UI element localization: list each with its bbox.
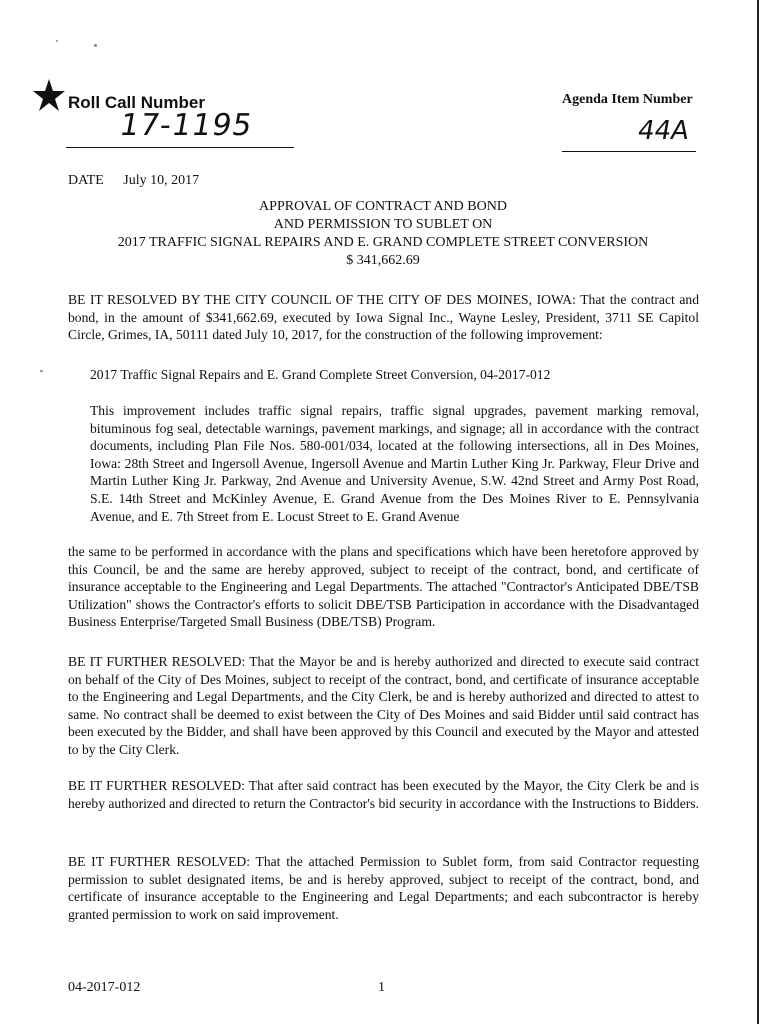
further-resolved-sublet: BE IT FURTHER RESOLVED: That the attached Permission to Sublet form, from said Contractor requesting permission to sublet designated items, be and is hereby approved, subject to receipt of the contract, bond, and certificate of insurance acceptable to the Engineering and Legal Departments; and each subcontractor is hereby granted permission to work on said improvement. (68, 854, 699, 922)
scan-speck (94, 44, 97, 47)
roll-call-label: Roll Call Number (68, 93, 205, 112)
title-amount: $ 341,662.69 (346, 253, 420, 268)
roll-call-underline (66, 147, 294, 148)
footer-project-number: 04-2017-012 (68, 980, 141, 995)
improvement-name: 2017 Traffic Signal Repairs and E. Grand Complete Street Conversion, 04-2017-012 (90, 367, 551, 382)
date-value: July 10, 2017 (123, 173, 200, 188)
approval-paragraph: the same to be performed in accordance with the plans and specifications which have been heretofore approved by this Council, be and the same are hereby approved, subject to receipt of the contract, bond, and certificate of insurance acceptable to the Engineering and Legal Departments. The attached "Contractor's Anticipated DBE/TSB Utilization" shows the Contractor's efforts to solicit DBE/TSB Participation in accordance with the Disadvantaged Business Enterprise/Targeted Small Business (DBE/TSB) Program. (68, 544, 699, 630)
title-line: 2017 TRAFFIC SIGNAL REPAIRS AND E. GRAND COMPLETE STREET CONVERSION (117, 235, 649, 250)
agenda-item-underline (562, 151, 696, 152)
further-resolved-mayor: BE IT FURTHER RESOLVED: That the Mayor be and is hereby authorized and directed to execute said contract on behalf of the City of Des Moines, subject to receipt of the contract, bond, and certificate of insurance acceptable to the Engineering and Legal Departments, and the City Clerk, be and is hereby authorized and directed to attest to same. No contract shall be deemed to exist between the City of Des Moines and said Bidder until said contract has been executed by the Bidder, and shall have been approved by this Council and executed by the Mayor and attested to by the City Clerk. (68, 654, 699, 757)
footer-page-number: 1 (378, 980, 385, 995)
date-label: DATE (68, 173, 104, 188)
improvement-description: This improvement includes traffic signal repairs, traffic signal upgrades, pavement marking removal, bituminous fog seal, detectable warnings, pavement markings, and signage; all in accordance with the contract documents, including Plan File Nos. 580-001/034, located at the following intersections, all in Des Moines, Iowa: 28th Street and Ingersoll Avenue, Ingersoll Avenue and Martin Luther King Jr. Parkway, Fleur Drive and Martin Luther King Jr. Parkway, 2nd Avenue and University Avenue, S.W. 42nd Street and Army Post Road, S.E. 14th Street and McKinley Avenue, E. Grand Avenue from the Des Moines River to E. Pennsylvania Avenue, and E. 7th Street from E. Locust Street to E. Grand Avenue (90, 403, 699, 524)
agenda-item-number-handwritten: 44A (635, 116, 692, 146)
page-edge-rule (757, 0, 759, 1024)
title-line: APPROVAL OF CONTRACT AND BOND (259, 199, 507, 214)
title-line: AND PERMISSION TO SUBLET ON (273, 217, 493, 232)
star-icon (32, 78, 66, 112)
agenda-item-label: Agenda Item Number (562, 92, 693, 107)
date-row (68, 173, 199, 189)
further-resolved-bid-security: BE IT FURTHER RESOLVED: That after said contract has been executed by the Mayor, the City Clerk be and is hereby authorized and directed to return the Contractor's bid security in accordance with the Instructions to Bidders. (68, 778, 699, 811)
resolution-title (68, 198, 698, 270)
resolution-paragraph: BE IT RESOLVED BY THE CITY COUNCIL OF THE CITY OF DES MOINES, IOWA: That the contract and bond, in the amount of $341,662.69, executed by Iowa Signal Inc., Wayne Lesley, President, 3711 SE Capitol Circle, Grimes, IA, 50111 dated July 10, 2017, for the construction of the following improvement: (68, 292, 699, 343)
scan-speck (56, 40, 58, 42)
scan-speck (40, 370, 43, 372)
roll-call-number-handwritten: 17-1195 (116, 108, 256, 143)
